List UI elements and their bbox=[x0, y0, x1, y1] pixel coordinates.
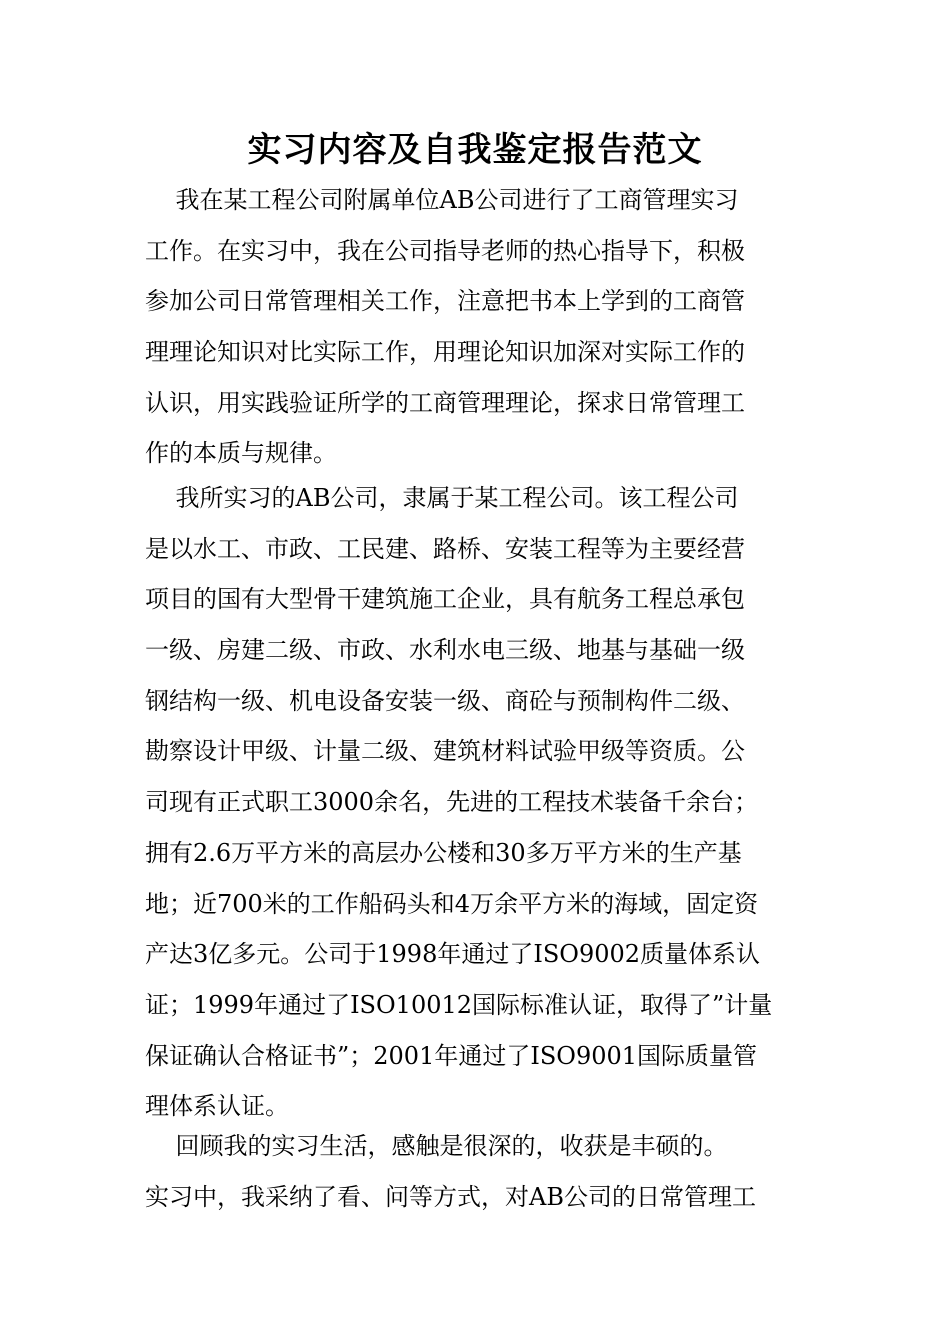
paragraph-line: 司现有正式职工3000余名，先进的工程技术装备千余台； bbox=[145, 788, 759, 817]
paragraph-line: 钢结构一级、机电设备安装一级、商砼与预制构件二级、 bbox=[145, 686, 745, 715]
paragraph-line: 产达3亿多元。公司于1998年通过了ISO9002质量体系认 bbox=[145, 940, 761, 969]
paragraph-line: 实习中，我采纳了看、问等方式，对AB公司的日常管理工 bbox=[145, 1182, 756, 1211]
paragraph-1 bbox=[145, 175, 805, 479]
paragraph-2 bbox=[145, 473, 805, 1132]
paragraph-line: 拥有2.6万平方米的高层办公楼和30多万平方米的生产基 bbox=[145, 838, 742, 867]
paragraph-line: 我在某工程公司附属单位AB公司进行了工商管理实习 bbox=[145, 186, 739, 214]
paragraph-line: 项目的国有大型骨干建筑施工企业，具有航务工程总承包 bbox=[145, 585, 745, 614]
paragraph-line: 工作。在实习中，我在公司指导老师的热心指导下，积极 bbox=[145, 236, 745, 265]
paragraph-line: 参加公司日常管理相关工作，注意把书本上学到的工商管 bbox=[145, 287, 745, 316]
paragraph-line: 一级、房建二级、市政、水利水电三级、地基与基础一级 bbox=[145, 636, 745, 665]
paragraph-3 bbox=[145, 1121, 805, 1222]
document-title: 实习内容及自我鉴定报告范文 bbox=[247, 130, 703, 170]
paragraph-line: 勘察设计甲级、计量二级、建筑材料试验甲级等资质。公 bbox=[145, 737, 745, 766]
paragraph-line: 是以水工、市政、工民建、路桥、安装工程等为主要经营 bbox=[145, 534, 745, 563]
paragraph-line: 理理论知识对比实际工作，用理论知识加深对实际工作的 bbox=[145, 338, 745, 367]
paragraph-line: 作的本质与规律。 bbox=[145, 439, 337, 468]
paragraph-line: 我所实习的AB公司，隶属于某工程公司。该工程公司 bbox=[145, 484, 739, 512]
paragraph-line: 回顾我的实习生活，感触是很深的，收获是丰硕的。 bbox=[145, 1132, 728, 1160]
paragraph-line: 认识，用实践验证所学的工商管理理论，探求日常管理工 bbox=[145, 388, 745, 417]
paragraph-line: 理体系认证。 bbox=[145, 1092, 289, 1121]
paragraph-line: 证；1999年通过了ISO10012国际标准认证，取得了”计量 bbox=[145, 990, 773, 1019]
paragraph-line: 保证确认合格证书”；2001年通过了ISO9001国际质量管 bbox=[145, 1041, 758, 1070]
paragraph-line: 地；近700米的工作船码头和4万余平方米的海域，固定资 bbox=[145, 889, 759, 918]
